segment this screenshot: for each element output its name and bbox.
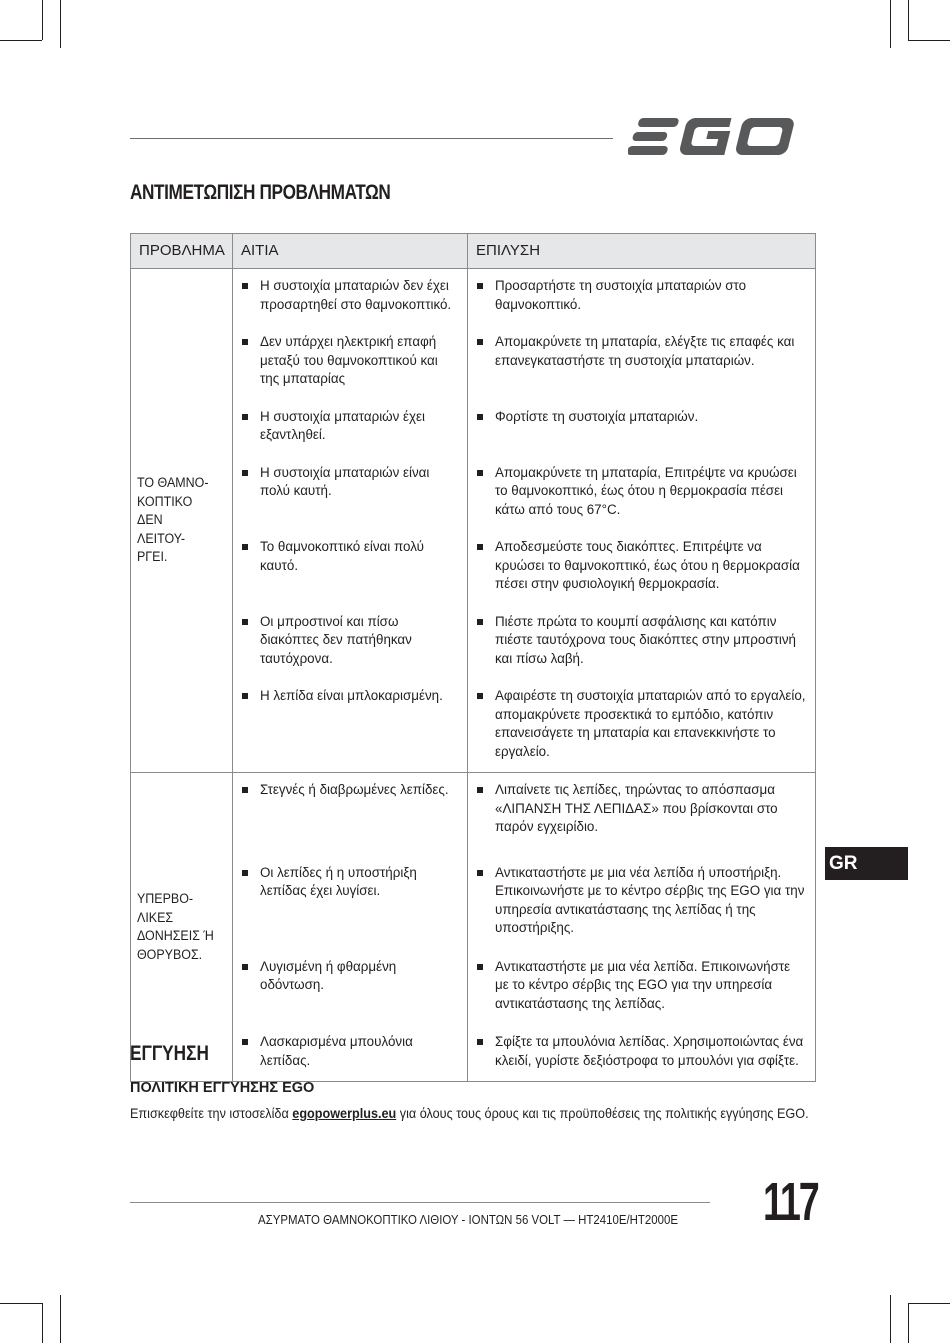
crop-mark [0,40,42,41]
table-row [131,400,816,456]
solution-item: Σφίξτε τα μπουλόνια λεπίδας. Χρησιμοποιώντας ένα κλειδί, γυρίστε δεξιόστροφα το μπουλόνι για σφίξτε. [468,1025,815,1081]
language-tab: GR [825,847,908,880]
crop-mark [42,1303,43,1343]
footer-rule [130,1202,710,1203]
solution-item: Προσαρτήστε τη συστοιχία μπαταριών στο θαμνοκοπτικό. [468,269,815,325]
crop-mark [908,1303,950,1304]
crop-mark [908,0,909,40]
table-row [131,856,816,950]
page-title: ΑΝΤΙΜΕΤΩΠΙΣΗ ΠΡΟΒΛΗΜΑΤΩΝ [130,181,391,204]
crop-mark [908,1303,909,1343]
problem-text: ΥΠΕΡΒΟ- ΛΙΚΕΣ ΔΟΝΗΣΕΙΣ Ή ΘΟΡΥΒΟΣ. [137,891,214,962]
crop-mark [908,40,950,41]
table-row [131,950,816,1026]
cause-item: Η συστοιχία μπαταριών είναι πολύ καυτή. [233,456,467,512]
column-header: ΠΡΟΒΛΗΜΑ [131,234,233,269]
warranty-text: Επισκεφθείτε την ιστοσελίδα egopowerplus.eu για όλους τους όρους και τις προϋποθέσεις της πολιτικής εγγύησης EGO. [130,1106,809,1121]
crop-mark [42,0,43,40]
cause-item: Η συστοιχία μπαταριών έχει εξαντληθεί. [233,400,467,456]
solution-item: Λιπαίνετε τις λεπίδες, τηρώντας το απόσπασμα «ΛΙΠΑΝΣΗ ΤΗΣ ΛΕΠΙΔΑΣ» που βρίσκονται στο παρόν εγχειρίδιο. [468,773,815,856]
crop-mark [890,1295,891,1343]
problem-text: ΤΟ ΘΑΜΝΟ- ΚΟΠΤΙΚΟ ΔΕΝ ΛΕΙΤΟΥ- ΡΓΕΙ. [137,475,209,565]
cause-item: Το θαμνοκοπτικό είναι πολύ καυτό. [233,530,467,586]
header-rule [130,138,613,139]
table-row [131,679,816,773]
crop-mark [890,0,891,48]
warranty-subtitle: ΠΟΛΙΤΙΚΗ ΕΓΓΥΗΣΗΣ EGO [130,1080,315,1096]
crop-mark [60,1295,61,1343]
table-row [131,773,816,856]
problem-cell [131,269,233,773]
cause-item: Λασκαρισμένα μπουλόνια λεπίδας. [233,1025,467,1081]
cause-item: Στεγνές ή διαβρωμένες λεπίδες. [233,773,467,819]
table-row [131,269,816,326]
cause-item: Λυγισμένη ή φθαρμένη οδόντωση. [233,950,467,1007]
table-row [131,1025,816,1082]
solution-item: Αντικαταστήστε με μια νέα λεπίδα ή υποστήριξη. Επικοινωνήστε με το κέντρο σέρβις της EGO για την υπηρεσία αντικατάστασης της λεπίδας ή της υποστήριξης. [468,856,815,950]
solution-item: Απομακρύνετε τη μπαταρία, Επιτρέψτε να κρυώσει το θαμνοκοπτικό, έως ότου η θερμοκρασία πέσει κάτω από τους 67°C. [468,456,815,531]
solution-item: Πιέστε πρώτα το κουμπί ασφάλισης και κατόπιν πιέστε ταυτόχρονα τους διακόπτες στην μπροστινή και πίσω λαβή. [468,605,815,680]
solution-item: Αντικαταστήστε με μια νέα λεπίδα. Επικοινωνήστε με το κέντρο σέρβις της EGO για την υπηρεσία αντικατάστασης της λεπίδας. [468,950,815,1026]
column-header: ΑΙΤΙΑ [233,234,468,269]
problem-cell [131,773,233,1082]
table-row [131,325,816,400]
solution-item: Αποδεσμεύστε τους διακόπτες. Επιτρέψτε να κρυώσει το θαμνοκοπτικό, έως ότου η θερμοκρασία πέσει στην φυσιολογική θερμοκρασία. [468,530,815,605]
table-row [131,605,816,680]
solution-item: Φορτίστε τη συστοιχία μπαταριών. [468,400,815,438]
cause-item: Η λεπίδα είναι μπλοκαρισμένη. [233,679,467,717]
warranty-title: ΕΓΓΥΗΣΗ [130,1042,209,1065]
warranty-link[interactable]: egopowerplus.eu [292,1106,397,1121]
column-header: ΕΠΙΛΥΣΗ [468,234,816,269]
cause-item: Οι μπροστινοί και πίσω διακόπτες δεν πατήθηκαν ταυτόχρονα. [233,605,467,680]
cause-item: Δεν υπάρχει ηλεκτρική επαφή μεταξύ του θαμνοκοπτικού και της μπαταρίας [233,325,467,400]
crop-mark [0,1303,42,1304]
troubleshooting-table [130,233,816,1082]
crop-mark [60,0,61,48]
table-row [131,456,816,531]
table-row [131,530,816,605]
table-header-row [131,234,816,269]
cause-item: Οι λεπίδες ή η υποστήριξη λεπίδας έχει λυγίσει. [233,856,467,913]
solution-item: Απομακρύνετε τη μπαταρία, ελέγξτε τις επαφές και επανεγκαταστήστε τη συστοιχία μπαταριών. [468,325,815,381]
footer-text: ΑΣΥΡΜΑΤΟ ΘΑΜΝΟΚΟΠΤΙΚΟ ΛΙΘΙΟΥ - ΙΟΝΤΩΝ 56 VOLT — HT2410E/HT2000E [258,1212,678,1227]
cause-item: Η συστοιχία μπαταριών δεν έχει προσαρτηθεί στο θαμνοκοπτικό. [233,269,467,325]
page-number: 117 [763,1172,818,1232]
ego-logo [628,116,812,158]
solution-item: Αφαιρέστε τη συστοιχία μπαταριών από το εργαλείο, απομακρύνετε προσεκτικά το εμπόδιο, κατόπιν επανεισάγετε τη μπαταρία και επανεκκινήστε το εργαλείο. [468,679,815,772]
